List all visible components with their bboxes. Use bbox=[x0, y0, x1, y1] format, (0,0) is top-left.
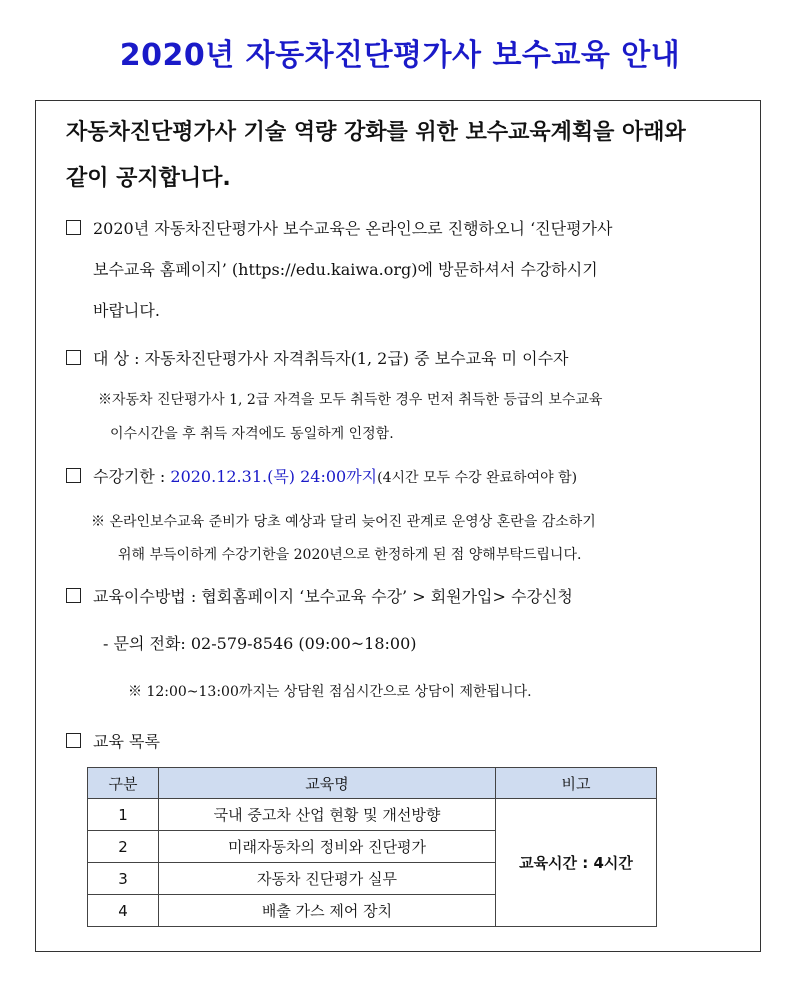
deadline-note-2: 위해 부득이하게 수강기한을 2020년으로 한정하게 된 점 양해부탁드립니다. bbox=[118, 547, 582, 563]
table-row bbox=[88, 799, 657, 831]
deadline-note-1: ※ 온라인보수교육 준비가 당초 예상과 달리 늦어진 관계로 운영상 혼란을 감소하기 bbox=[91, 514, 596, 530]
course-table bbox=[87, 767, 657, 927]
hours-note: 교육시간 : 4시간 bbox=[496, 799, 657, 927]
lunch-note: ※ 12:00~13:00까지는 상담원 점심시간으로 상담이 제한됩니다. bbox=[128, 684, 532, 700]
intro-line-2: 같이 공지합니다. bbox=[66, 166, 231, 191]
row-no: 1 bbox=[88, 799, 159, 831]
checkbox-icon bbox=[66, 350, 81, 365]
contact-phone: - 문의 전화: 02-579-8546 (09:00~18:00) bbox=[103, 634, 417, 653]
intro-line-1: 자동차진단평가사 기술 역량 강화를 위한 보수교육계획을 아래와 bbox=[66, 120, 686, 145]
checkbox-icon bbox=[66, 733, 81, 748]
notice-box bbox=[35, 100, 761, 952]
row-no: 3 bbox=[88, 863, 159, 895]
header-no: 구분 bbox=[88, 768, 159, 799]
method-section bbox=[66, 584, 573, 607]
list-label: 교육 목록 bbox=[93, 732, 160, 751]
method-line-1: 교육이수방법 : 협회홈페이지 ‘보수교육 수강’ > 회원가입> 수강신청 bbox=[93, 587, 573, 606]
page-title: 2020년 자동차진단평가사 보수교육 안내 bbox=[119, 38, 681, 73]
deadline-date: 2020.12.31.(목) 24:00까지 bbox=[170, 467, 378, 486]
target-note-2: 이수시간을 후 취득 자격에도 동일하게 인정함. bbox=[110, 426, 394, 442]
target-line-1: 대 상 : 자동차진단평가사 자격취득자(1, 2급) 중 보수교육 미 이수자 bbox=[93, 349, 569, 368]
target-note-1: ※자동차 진단평가사 1, 2급 자격을 모두 취득한 경우 먼저 취득한 등급의 보수교육 bbox=[98, 392, 603, 408]
deadline-suffix: (4시간 모두 수강 완료하여야 함) bbox=[377, 470, 578, 486]
deadline-label: 수강기한 : bbox=[93, 467, 171, 486]
target-section bbox=[66, 346, 569, 369]
online-line-1: 2020년 자동차진단평가사 보수교육은 온라인으로 진행하오니 ‘진단평가사 bbox=[93, 219, 613, 238]
list-section bbox=[66, 729, 160, 752]
row-name: 국내 중고차 산업 현황 및 개선방향 bbox=[159, 799, 496, 831]
row-name: 자동차 진단평가 실무 bbox=[159, 863, 496, 895]
row-name: 미래자동차의 정비와 진단평가 bbox=[159, 831, 496, 863]
header-note: 비고 bbox=[496, 768, 657, 799]
online-line-2: 보수교육 홈페이지’ (https://edu.kaiwa.org)에 방문하셔서 수강하시기 bbox=[93, 260, 598, 279]
online-line-3: 바랍니다. bbox=[93, 301, 160, 320]
row-no: 4 bbox=[88, 895, 159, 927]
online-section bbox=[66, 216, 612, 239]
checkbox-icon bbox=[66, 468, 81, 483]
header-name: 교육명 bbox=[159, 768, 496, 799]
checkbox-icon bbox=[66, 220, 81, 235]
row-name: 배출 가스 제어 장치 bbox=[159, 895, 496, 927]
deadline-section bbox=[66, 464, 577, 487]
checkbox-icon bbox=[66, 588, 81, 603]
row-no: 2 bbox=[88, 831, 159, 863]
